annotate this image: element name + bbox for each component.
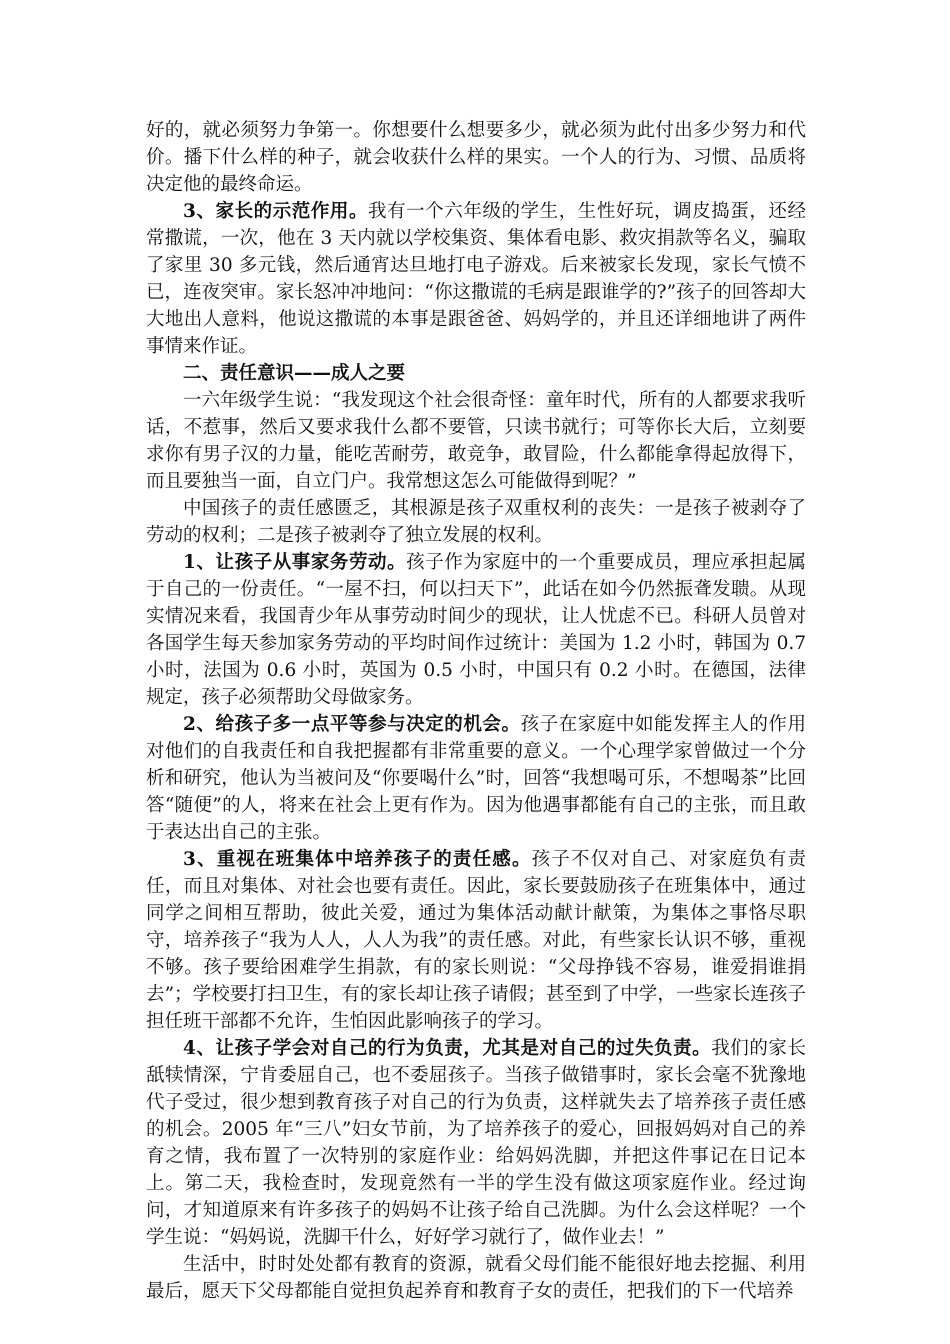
paragraph-text: 孩子在家庭中如能发挥主人的作用对他们的自我责任和自我把握都有非常重要的意义。一个心理学家曾做过一个分析和研究，他认为当被问及“你要喝什么”时，回答“我想喝可乐，不想喝茶”比回答“随便”的人，将来在社会上更有作为。因为他遇事都能有自己的主张，而且敢于表达出自己的主张。: [146, 714, 806, 843]
section-heading-text: 二、责任意识——成人之要: [183, 363, 406, 384]
paragraph-text: 我们的家长舐犊情深，宁肯委屈自己，也不委屈孩子。当孩子做错事时，家长会毫不犹豫地代子受过，很少想到教育孩子对自己的行为负责，这样就失去了培养孩子责任感的机会。2005 年“三八”妇女节前，为了培养孩子的爱心，回报妈妈对自己的养育之情，我布置了一次特别的家庭作业：给妈妈洗脚，并把这件事记在日记本上。第二天，我检查时，发现竟然有一半的学生没有做这项家庭作业。经过询问，才知道原来有许多孩子的妈妈不让孩子给自己洗脚。为什么会这样呢？一个学生说：“妈妈说，洗脚干什么，好好学习就行了，做作业去！”: [146, 1038, 806, 1248]
paragraph-lead: 4、让孩子学会对自己的行为负责，尤其是对自己的过失负责。: [183, 1038, 712, 1059]
document-page: [146, 117, 806, 1305]
paragraph-own-behavior: [146, 1035, 806, 1251]
paragraph-lead: 3、家长的示范作用。: [183, 201, 369, 222]
paragraph-lead: 1、让孩子从事家务劳动。: [183, 552, 407, 573]
paragraph-participation: [146, 711, 806, 846]
paragraph-continuation: [146, 117, 806, 198]
paragraph-text: 孩子作为家庭中的一个重要成员，理应承担起属于自己的一份责任。“一屋不扫，何以扫天下”，此话在如今仍然振聋发聩。从现实情况来看，我国青少年从事劳动时间少的现状，让人忧虑不已。科研人员曾对各国学生每天参加家务劳动的平均时间作过统计：美国为 1.2 小时，韩国为 0.7 小时，法国为 0.6 小时，英国为 0.5 小时，中国只有 0.2 小时。在德国，法律规定，孩子必须帮助父母做家务。: [146, 552, 806, 708]
paragraph-lead: 3、重视在班集体中培养孩子的责任感。: [183, 849, 532, 870]
paragraph-text: 好的，就必须努力争第一。你想要什么想要多少，就必须为此付出多少努力和代价。播下什么样的种子，就会收获什么样的果实。一个人的行为、习惯、品质将决定他的最终命运。: [146, 120, 806, 195]
paragraph-text: 生活中，时时处处都有教育的资源，就看父母们能不能很好地去挖掘、利用最后，愿天下父母都能自觉担负起养育和教育子女的责任，把我们的下一代培养: [146, 1254, 806, 1302]
section-heading: [146, 360, 806, 387]
paragraph-parent-example: [146, 198, 806, 360]
paragraph-text: 我有一个六年级的学生，生性好玩，调皮捣蛋，还经常撒谎，一次，他在 3 天内就以学校集资、集体看电影、救灾捐款等名义，骗取了家里 30 多元钱，然后通宵达旦地打电子游戏。后来被家长发现，家长气愤不已，连夜突审。家长怒冲冲地问：“你这撒谎的毛病是跟谁学的?”孩子的回答却大大地出人意料，他说这撒谎的本事是跟爸爸、妈妈学的，并且还详细地讲了两件事情来作证。: [146, 201, 806, 357]
paragraph-text: 孩子不仅对自己、对家庭负有责任，而且对集体、对社会也要有责任。因此，家长要鼓励孩子在班集体中，通过同学之间相互帮助，彼此关爱，通过为集体活动献计献策，为集体之事恪尽职守，培养孩子“我为人人，人人为我”的责任感。对此，有些家长认识不够，重视不够。孩子要给困难学生捐款，有的家长则说：“父母挣钱不容易，谁爱捐谁捐去”；学校要打扫卫生，有的家长却让孩子请假；甚至到了中学，一些家长连孩子担任班干部都不允许，生怕因此影响孩子的学习。: [146, 849, 806, 1032]
paragraph-closing: [146, 1251, 806, 1305]
paragraph-class-collective: [146, 846, 806, 1035]
paragraph-student-quote: [146, 387, 806, 495]
paragraph-text: 中国孩子的责任感匮乏，其根源是孩子双重权利的丧失：一是孩子被剥夺了劳动的权利；二是孩子被剥夺了独立发展的权利。: [146, 498, 806, 546]
paragraph-text: 一六年级学生说：“我发现这个社会很奇怪：童年时代，所有的人都要求我听话，不惹事，然后又要求我什么都不要管，只读书就行；可等你长大后，立刻要求你有男子汉的力量，能吃苦耐劳，敢竞争，敢冒险，什么都能拿得起放得下，而且要独当一面，自立门户。我常想这怎么可能做得到呢？”: [146, 390, 806, 492]
paragraph-root-cause: [146, 495, 806, 549]
paragraph-lead: 2、给孩子多一点平等参与决定的机会。: [183, 714, 521, 735]
paragraph-housework: [146, 549, 806, 711]
